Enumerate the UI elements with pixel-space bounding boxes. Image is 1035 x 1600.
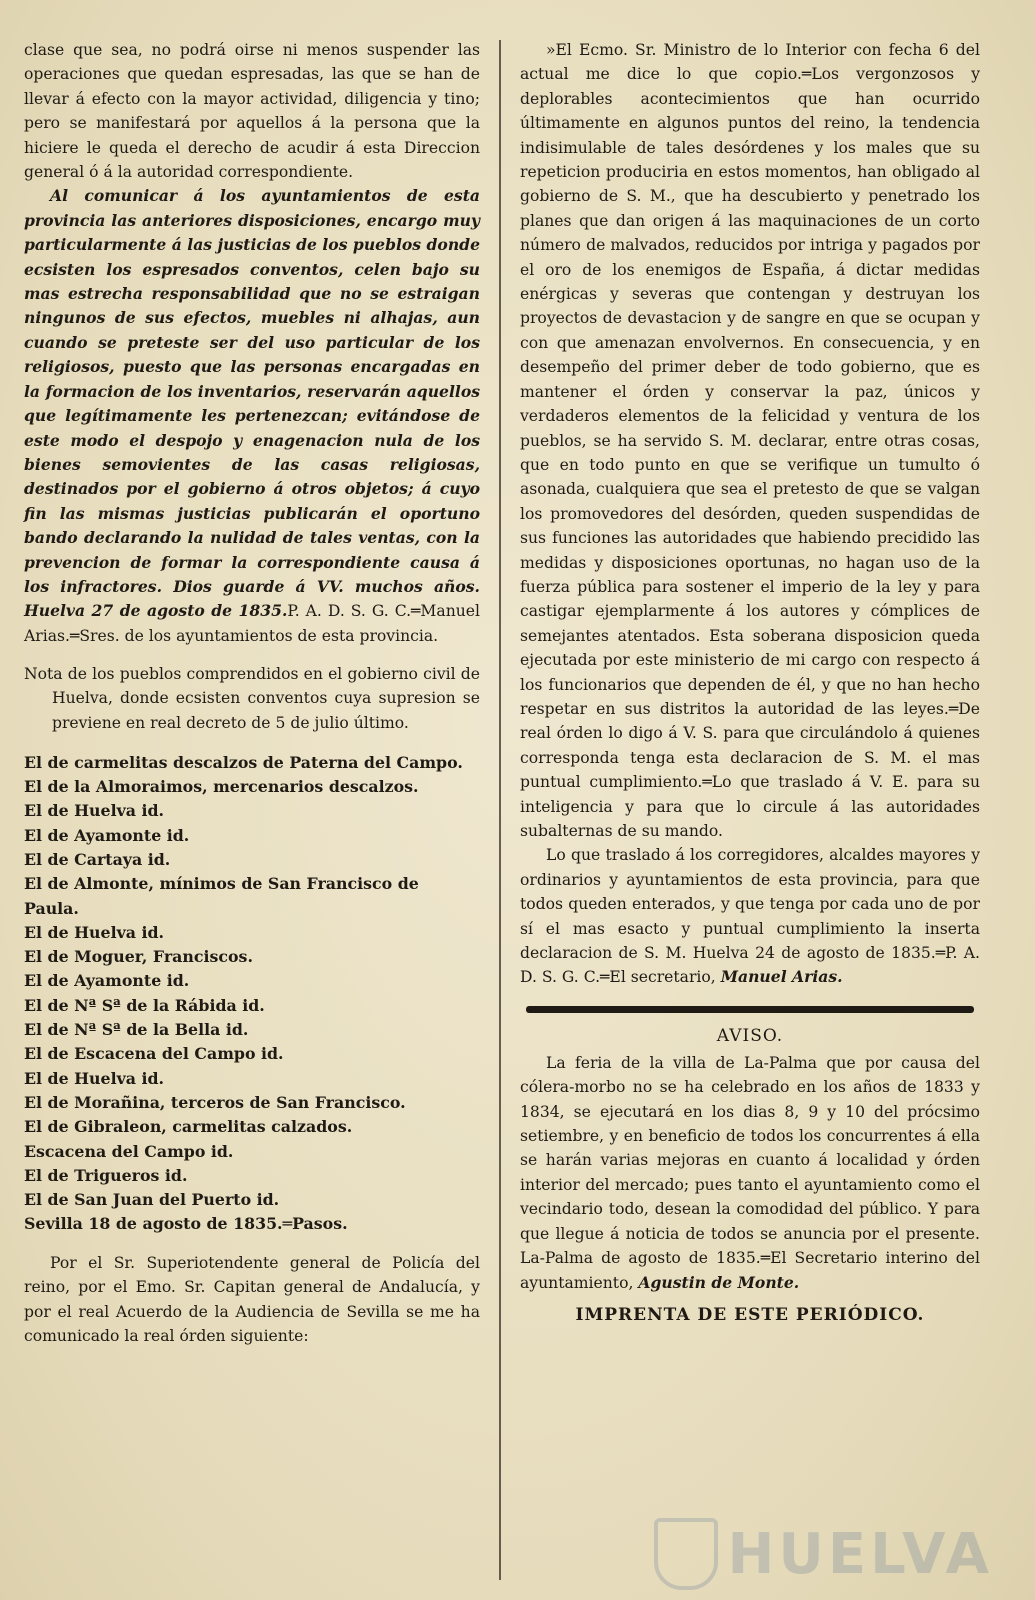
list-item: El de Gibraleon, carmelitas calzados. [24,1117,353,1137]
circular-signature: P. A. D. S. G. C.═Manuel Arias.═Sres. de los ayuntamientos de esta provincia. [24,602,480,645]
list-item: El de Moguer, Franciscos. [24,947,253,967]
secretary-signature: Manuel Arias. [720,967,843,987]
aviso-signature: Agustin de Monte. [638,1272,800,1292]
list-item: Paula. [24,898,79,918]
list-item: El de Ayamonte id. [24,825,190,845]
list-item: El de San Juan del Puerto id. [24,1190,280,1210]
right-paragraph-1: »El Ecmo. Sr. Ministro de lo Interior con fecha 6 del actual me dice lo que copio.═Los vergonzosos y deplorables acontecimientos que han ocurrido últimamente en algunos puntos del reino, la tendencia indisimulable de tales desórdenes y los males que su repeticion produciria en estos momentos, han obligado al gobierno de S. M., que ha descubierto y penetrado los planes que dan origen á las maquinaciones de un corto número de malvados, reducidos por intriga y pagados por el oro de los enemigos de España, á dictar medidas enérgicas y severas que contengan y destruyan los proyectos de devastacion y de sangre en que se ocupan y con que amenazan envolvernos. En consecuencia, y en desempeño del primer deber de todo gobierno, que es mantener el órden y conservar la paz, únicos y verdaderos elementos de la felicidad y ventura de los pueblos, se ha servido S. M. declarar, entre otras cosas, que en todo punto en que se verifique un tumulto ó asonada, cualquiera que sea el pretesto de que se valgan los promovedores del desórden, queden suspendidas de sus funciones las autoridades que habiendo precidido las medidas y disposiciones oportunas, no hagan uso de la fuerza pública para sostener el imperio de la ley y para castigar ejemplarmente á los autores y cómplices de semejantes atentados. Esta soberana disposicion queda ejecutada por este ministerio de mi cargo con respecto á los funcionarios que dependen de él, y que no han hecho respetar en sus distritos la autoridad de las leyes.═De real órden lo digo á V. S. para que circulándolo á quienes corresponda tenga esta declaracion de S. M. el mas puntual cumplimiento.═Lo que traslado á V. E. para su inteligencia y para que lo circule á las autoridades subalternas de su mando. [520,41,980,840]
right-column [520,38,980,1325]
list-item: El de Huelva id. [24,922,165,942]
list-item: El de la Almoraimos, mercenarios descalzos. [24,777,419,797]
list-item: El de Huelva id. [24,801,165,821]
left-column [24,38,480,1348]
list-item: El de Escacena del Campo id. [24,1044,284,1064]
list-item: Escacena del Campo id. [24,1141,234,1161]
list-item: El de Huelva id. [24,1068,165,1088]
list-item: Sevilla 18 de agosto de 1835.═Pasos. [24,1214,348,1234]
spacer [24,1237,480,1251]
list-item: El de Ayamonte id. [24,971,190,991]
left-paragraph-2 [24,184,480,648]
watermark-text: HUELVA [727,1521,993,1587]
huelva-watermark [654,1518,993,1590]
convent-list [24,751,480,1237]
list-item: El de Almonte, mínimos de San Francisco de [24,874,419,894]
aviso-text: La feria de la villa de La-Palma que por causa del cólera-morbo no se ha celebrado en los años de 1833 y 1834, se ejecutará en los dias 8, 9 y 10 del prócsimo setiembre, y en beneficio de todos los concurrentes á ella se harán varias mejoras en cuanto á localidad y órden interior del mercado; pues tanto el ayuntamiento como el vecindario todo, desean la comodidad del público. Y para que llegue á noticia de todos se anuncia por el presente. La-Palma de agosto de 1835.═El Secretario interino del ayuntamiento, [520,1053,980,1292]
list-item: El de Nª Sª de la Bella id. [24,1020,249,1040]
section-rule [526,1006,974,1013]
list-item: El de Trigueros id. [24,1165,188,1185]
list-item: El de Morañina, terceros de San Francisco. [24,1092,406,1112]
circular-italic-text: Al comunicar á los ayuntamientos de esta provincia las anteriores disposiciones, encargo muy particularmente á las justicias de los pueblos donde ecsisten los espresados conventos, celen bajo su mas estrecha responsabilidad que no se estraigan ningunos de sus efectos, muebles ni alhajas, aun cuando se pretestе ser del uso particular de los religiosos, puesto que las personas encargadas en la formacion de los inventarios, reservarán aquellos que legítimamente les pertenezcan; evitándose de este modo el despojo y enagenacion nula de los bienes semovientes de las casas religiosas, destinados por el gobierno á otros objetos; á cuyo fin las mismas justicias publicarán el oportuno bando declarando la nulidad de tales ventas, con la prevencion de formar la correspondiente causa á los infractores. Dios guarde á VV. muchos años. Huelva 27 de agosto de 1835. [24,186,480,621]
right-paragraph-2 [520,843,980,989]
left-paragraph-3: Por el Sr. Superiotendente general de Policía del reino, por el Emo. Sr. Capitan general de Andalucía, y por el real Acuerdo de la Audiencia de Sevilla se me ha comunicado la real órden siguiente: [24,1253,480,1345]
list-item: El de Cartaya id. [24,849,171,869]
aviso-body [520,1051,980,1295]
aviso-title: AVISO. [716,1025,784,1046]
column-divider [499,40,501,1580]
list-item: El de carmelitas descalzos de Paterna del Campo. [24,752,463,772]
shield-icon [654,1518,718,1590]
nota-heading: Nota de los pueblos comprendidos en el gobierno civil de Huelva, donde ecsisten conventos cuya supresion se previene en real decreto de 5 de julio último. [24,665,480,732]
list-item: El de Nª Sª de la Rábida id. [24,995,265,1015]
imprenta-footer: IMPRENTA DE ESTE PERIÓDICO. [575,1304,925,1325]
right-paragraph-2-text: Lo que traslado á los corregidores, alcaldes mayores y ordinarios y ayuntamientos de esta provincia, para que todos queden enterados, y que tenga por cada uno de por sí el mas esacto y puntual cumplimiento la inserta declaracion de S. M. Huelva 24 de agosto de 1835.═P. A. D. S. G. C.═El secretario, [520,846,980,987]
left-paragraph-1: clase que sea, no podrá oirse ni menos suspender las operaciones que quedan espresadas, las que se han de llevar á efecto con la mayor actividad, diligencia y tino; pero se manifestará por aquellos á la persona que la hiciere le queda el derecho de acudir á esta Direccion general ó á la autoridad correspondiente. [24,41,480,182]
